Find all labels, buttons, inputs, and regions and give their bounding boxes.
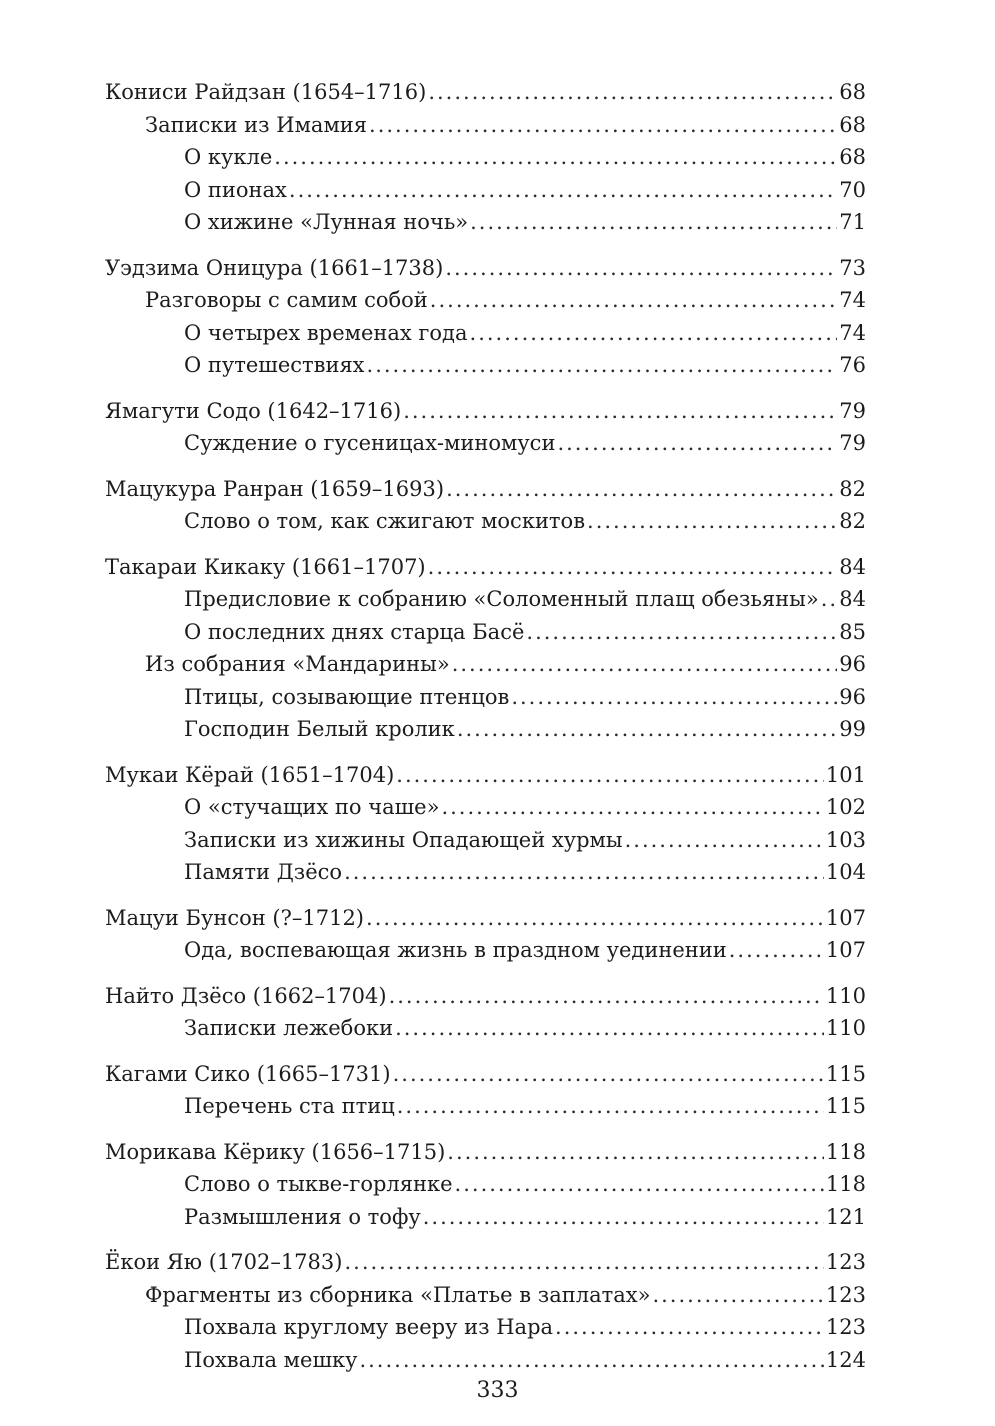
toc-entry-title: Птицы, созывающие птенцов [184, 684, 510, 709]
dot-leader [430, 284, 837, 317]
toc-entry-title: Господин Белый кролик [184, 717, 455, 741]
dot-leader [367, 349, 838, 382]
toc-entry-page: 79 [839, 431, 866, 455]
toc-author-section [105, 759, 866, 889]
toc-work-entry [105, 681, 866, 714]
toc-author-section [105, 551, 866, 746]
toc-work-entry [105, 1090, 866, 1123]
toc-entry-page: 104 [825, 860, 866, 884]
toc-entry-title: О «стучащих по чаше» [184, 795, 440, 819]
toc-entry-title: Слово о тыкве-горлянке [184, 1172, 453, 1196]
dot-leader [652, 1279, 823, 1312]
toc-author-section [105, 1136, 866, 1234]
dot-leader [452, 648, 838, 681]
toc-work-entry [105, 1311, 866, 1344]
toc-author-section [105, 395, 866, 460]
toc-entry-title: Уэдзима Оницура (1661–1738) [105, 255, 444, 280]
toc-author-section [105, 473, 866, 538]
toc-author-section [105, 1058, 866, 1123]
dot-leader [457, 713, 837, 746]
dot-leader [393, 1058, 824, 1091]
toc-entry-page: 123 [825, 1315, 866, 1339]
dot-leader [470, 317, 838, 350]
toc-entry-page: 82 [839, 476, 866, 501]
toc-entry-page: 84 [839, 587, 866, 611]
toc-entry-title: Суждение о гусеницах-миномуси [184, 431, 556, 455]
dot-leader [389, 980, 824, 1013]
dot-leader [729, 934, 824, 967]
toc-author-entry [105, 759, 866, 792]
toc-entry-page: 74 [839, 288, 866, 312]
toc-entry-title: О путешествиях [184, 353, 365, 377]
dot-leader [455, 1168, 824, 1201]
toc-author-section [105, 1246, 866, 1376]
toc-entry-title: Разговоры с самим собой [145, 288, 428, 312]
toc-work-entry [105, 174, 866, 207]
toc-entry-title: Морикава Кёрику (1656–1715) [105, 1139, 446, 1164]
toc-entry-page: 70 [839, 177, 866, 202]
dot-leader [428, 76, 837, 109]
toc-entry-page: 96 [839, 652, 866, 676]
toc-entry-title: О пионах [184, 177, 287, 202]
dot-leader [344, 856, 824, 889]
toc-entry-page: 85 [839, 619, 866, 644]
dot-leader [441, 791, 823, 824]
dot-leader [557, 427, 837, 460]
toc-work-entry [105, 713, 866, 746]
toc-entry-page: 102 [825, 795, 866, 819]
toc-entry-title: Похвала мешку [184, 1347, 358, 1372]
toc-work-entry [105, 1344, 866, 1377]
page-number: 333 [476, 1378, 519, 1403]
toc-entry-title: Кагами Сико (1665–1731) [105, 1061, 391, 1086]
dot-leader [625, 824, 824, 857]
toc-work-entry [105, 1201, 866, 1234]
toc-author-section [105, 76, 866, 239]
toc-entry-page: 107 [825, 905, 866, 930]
toc-entry-page: 99 [839, 717, 866, 741]
dot-leader [397, 1090, 824, 1123]
toc-work-entry [105, 856, 866, 889]
toc-author-entry [105, 551, 866, 584]
toc-author-entry [105, 1058, 866, 1091]
toc-entry-page: 76 [839, 353, 866, 377]
toc-author-entry [105, 76, 866, 109]
toc-entry-page: 121 [825, 1204, 866, 1229]
dot-leader [274, 141, 837, 174]
toc-entry-page: 110 [825, 983, 866, 1008]
toc-entry-page: 68 [839, 80, 866, 104]
toc-work-entry [105, 583, 866, 616]
toc-work-entry [105, 109, 866, 142]
toc-author-section [105, 902, 866, 967]
toc-entry-title: Записки из Имамия [145, 112, 368, 137]
toc-entry-page: 101 [825, 762, 866, 787]
toc-work-entry [105, 791, 866, 824]
dot-leader [344, 1246, 823, 1279]
toc-work-entry [105, 616, 866, 649]
dot-leader [395, 1012, 824, 1045]
toc-author-entry [105, 252, 866, 285]
toc-entry-title: О последних днях старца Басё [184, 619, 525, 644]
dot-leader [403, 395, 837, 428]
table-of-contents [105, 76, 866, 1389]
toc-entry-page: 96 [839, 684, 866, 709]
toc-entry-title: Памяти Дзёсо [184, 860, 343, 884]
dot-leader [366, 902, 824, 935]
toc-entry-title: Из собрания «Мандарины» [145, 652, 450, 676]
dot-leader [359, 1344, 823, 1377]
toc-work-entry [105, 206, 866, 239]
toc-entry-page: 84 [839, 554, 866, 579]
toc-entry-page: 124 [825, 1347, 866, 1372]
dot-leader [446, 473, 837, 506]
toc-entry-page: 103 [825, 827, 866, 852]
toc-entry-title: Ямагути Содо (1642–1716) [105, 398, 402, 423]
toc-entry-page: 115 [825, 1061, 866, 1086]
toc-entry-page: 68 [839, 145, 866, 169]
toc-entry-title: Мацукура Ранран (1659–1693) [105, 476, 445, 501]
toc-author-entry [105, 1246, 866, 1279]
dot-leader [396, 759, 824, 792]
toc-work-entry [105, 505, 866, 538]
dot-leader [470, 206, 837, 239]
toc-entry-title: Мукаи Кёрай (1651–1704) [105, 762, 395, 787]
toc-author-entry [105, 902, 866, 935]
toc-entry-page: 79 [839, 398, 866, 423]
toc-work-entry [105, 934, 866, 967]
toc-entry-page: 118 [825, 1172, 866, 1196]
toc-entry-page: 71 [839, 210, 866, 234]
toc-author-section [105, 980, 866, 1045]
toc-work-entry [105, 317, 866, 350]
toc-author-entry [105, 980, 866, 1013]
toc-entry-title: Перечень ста птиц [184, 1094, 395, 1118]
toc-entry-page: 118 [825, 1139, 866, 1164]
dot-leader [369, 109, 837, 142]
toc-entry-title: Предисловие к собранию «Соломенный плащ обезьяны» [184, 587, 819, 611]
toc-entry-title: Слово о том, как сжигают москитов [184, 509, 586, 533]
toc-entry-page: 115 [825, 1094, 866, 1118]
toc-entry-title: Записки лежебоки [184, 1016, 394, 1040]
dot-leader [447, 1136, 824, 1169]
toc-entry-page: 73 [839, 255, 866, 280]
toc-work-entry [105, 1168, 866, 1201]
toc-work-entry [105, 824, 866, 857]
toc-work-entry [105, 648, 866, 681]
dot-leader [423, 1201, 824, 1234]
toc-work-entry [105, 427, 866, 460]
dot-leader [526, 616, 837, 649]
dot-leader [587, 505, 837, 538]
toc-author-section [105, 252, 866, 382]
toc-entry-title: О четырех временах года [184, 320, 468, 345]
toc-entry-title: Ёкои Яю (1702–1783) [105, 1250, 343, 1274]
dot-leader [821, 583, 838, 616]
toc-entry-title: О хижине «Лунная ночь» [184, 210, 469, 234]
toc-work-entry [105, 349, 866, 382]
toc-entry-title: Фрагменты из сборника «Платье в заплатах» [145, 1282, 651, 1307]
toc-entry-page: 82 [839, 509, 866, 533]
toc-entry-title: Такараи Кикаку (1661–1707) [105, 554, 426, 579]
toc-entry-title: Ода, воспевающая жизнь в праздном уединении [184, 938, 727, 962]
toc-entry-title: О кукле [184, 145, 273, 169]
dot-leader [555, 1311, 824, 1344]
toc-entry-page: 123 [825, 1250, 866, 1274]
dot-leader [445, 252, 837, 285]
toc-work-entry [105, 1012, 866, 1045]
toc-author-entry [105, 395, 866, 428]
toc-entry-title: Мацуи Бунсон (?–1712) [105, 905, 365, 930]
toc-entry-title: Размышления о тофу [184, 1204, 421, 1229]
toc-work-entry [105, 141, 866, 174]
toc-entry-page: 110 [825, 1016, 866, 1040]
dot-leader [289, 174, 837, 207]
toc-entry-title: Найто Дзёсо (1662–1704) [105, 983, 387, 1008]
toc-entry-page: 123 [825, 1282, 866, 1307]
dot-leader [511, 681, 837, 714]
toc-entry-page: 74 [839, 320, 866, 345]
dot-leader [428, 551, 838, 584]
toc-work-entry [105, 1279, 866, 1312]
toc-entry-page: 107 [825, 938, 866, 962]
toc-work-entry [105, 284, 866, 317]
toc-entry-title: Кониси Райдзан (1654–1716) [105, 80, 427, 104]
toc-entry-title: Похвала круглому вееру из Нара [184, 1315, 554, 1339]
toc-entry-title: Записки из хижины Опадающей хурмы [184, 827, 623, 852]
toc-entry-page: 68 [839, 112, 866, 137]
toc-author-entry [105, 1136, 866, 1169]
toc-author-entry [105, 473, 866, 506]
